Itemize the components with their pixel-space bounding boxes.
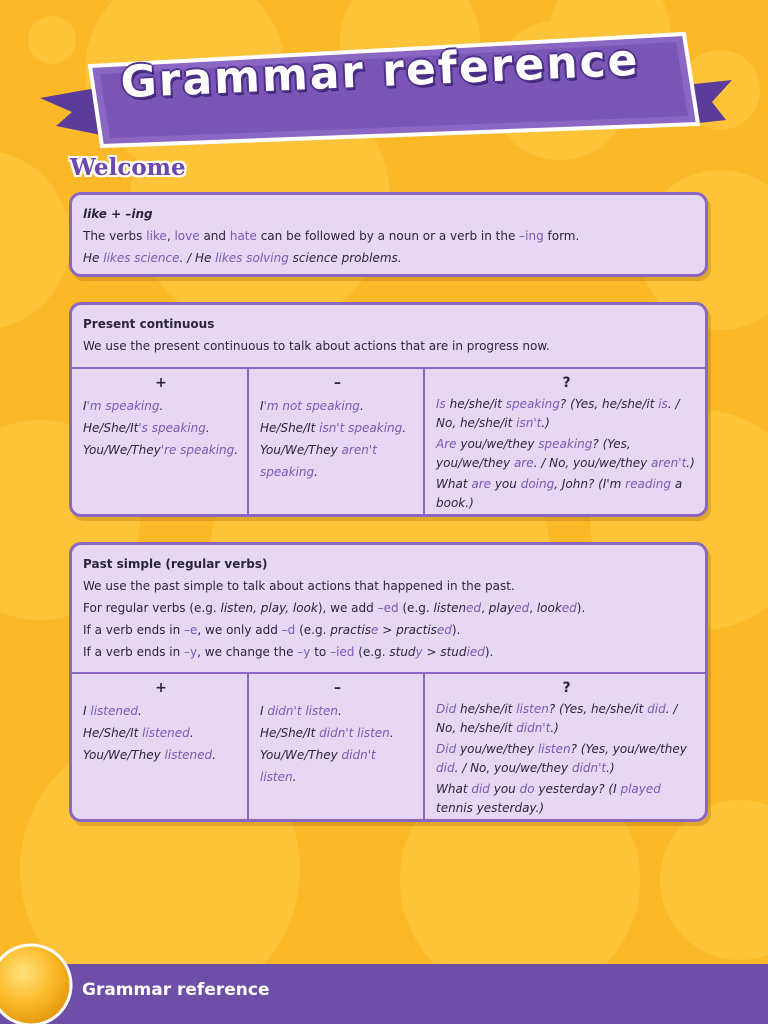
page-title: Grammar reference [119,34,641,109]
negative-example: You/We/They aren't speaking. [260,443,377,479]
negative-symbol: – [334,680,341,696]
like-ing-box [69,192,708,277]
like-ing-title: like + –ing [83,207,153,221]
past-simple-table [72,672,705,822]
past-simple-title: Past simple (regular verbs) [83,557,268,571]
negative-example: I'm not speaking. [260,399,364,413]
section-title-welcome: Welcome [70,154,186,181]
positive-example: He/She/It listened. [83,726,194,740]
footer-ball-icon [0,942,74,1024]
present-continuous-intro: We use the present continuous to talk about actions that are in progress now. [83,339,550,353]
question-example: Did he/she/it listen? (Yes, he/she/it did. / No, he/she/it didn't.) [436,702,678,735]
past-simple-positive-column [72,674,247,822]
present-continuous-negative-column [247,369,423,517]
footer-label: Grammar reference [82,980,270,1000]
question-example: Are you/we/they speaking? (Yes, you/we/they are. / No, you/we/they aren't.) [436,437,695,470]
like-ing-rule: The verbs like, love and hate can be followed by a noun or a verb in the –ing form. [83,229,580,243]
positive-symbol: + [155,680,167,696]
footer-bar [0,964,768,1024]
past-simple-rule: If a verb ends in –e, we only add –d (e.g. practise > practised). [83,623,461,637]
past-simple-rule: If a verb ends in –y, we change the –y to –ied (e.g. study > studied). [83,645,494,659]
question-example: What are you doing, John? (I'm reading a book.) [436,477,683,510]
present-continuous-title: Present continuous [83,317,215,331]
present-continuous-table [72,367,705,517]
question-symbol: ? [562,375,571,391]
like-ing-example: He likes science. / He likes solving science problems. [83,251,402,265]
negative-example: You/We/They didn't listen. [260,748,376,784]
positive-symbol: + [155,375,167,391]
positive-example: I listened. [83,704,142,718]
negative-example: He/She/It isn't speaking. [260,421,407,435]
past-simple-rule: We use the past simple to talk about actions that happened in the past. [83,579,515,593]
negative-symbol: – [334,375,341,391]
question-example: What did you do yesterday? (I played tennis yesterday.) [436,782,661,815]
positive-example: You/We/They listened. [83,748,216,762]
present-continuous-box [69,302,708,517]
past-simple-negative-column [247,674,423,822]
question-example: Did you/we/they listen? (Yes, you/we/they did. / No, you/we/they didn't.) [436,742,687,775]
negative-example: I didn't listen. [260,704,342,718]
positive-example: I'm speaking. [83,399,164,413]
positive-example: You/We/They're speaking. [83,443,239,457]
question-symbol: ? [562,680,571,696]
present-continuous-positive-column [72,369,247,517]
past-simple-question-column [423,674,705,822]
negative-example: He/She/It didn't listen. [260,726,394,740]
question-example: Is he/she/it speaking? (Yes, he/she/it is. / No, he/she/it isn't.) [436,397,680,430]
past-simple-rule: For regular verbs (e.g. listen, play, look), we add –ed (e.g. listened, played, looked). [83,601,586,615]
present-continuous-question-column [423,369,705,517]
past-simple-box [69,542,708,822]
positive-example: He/She/It's speaking. [83,421,210,435]
